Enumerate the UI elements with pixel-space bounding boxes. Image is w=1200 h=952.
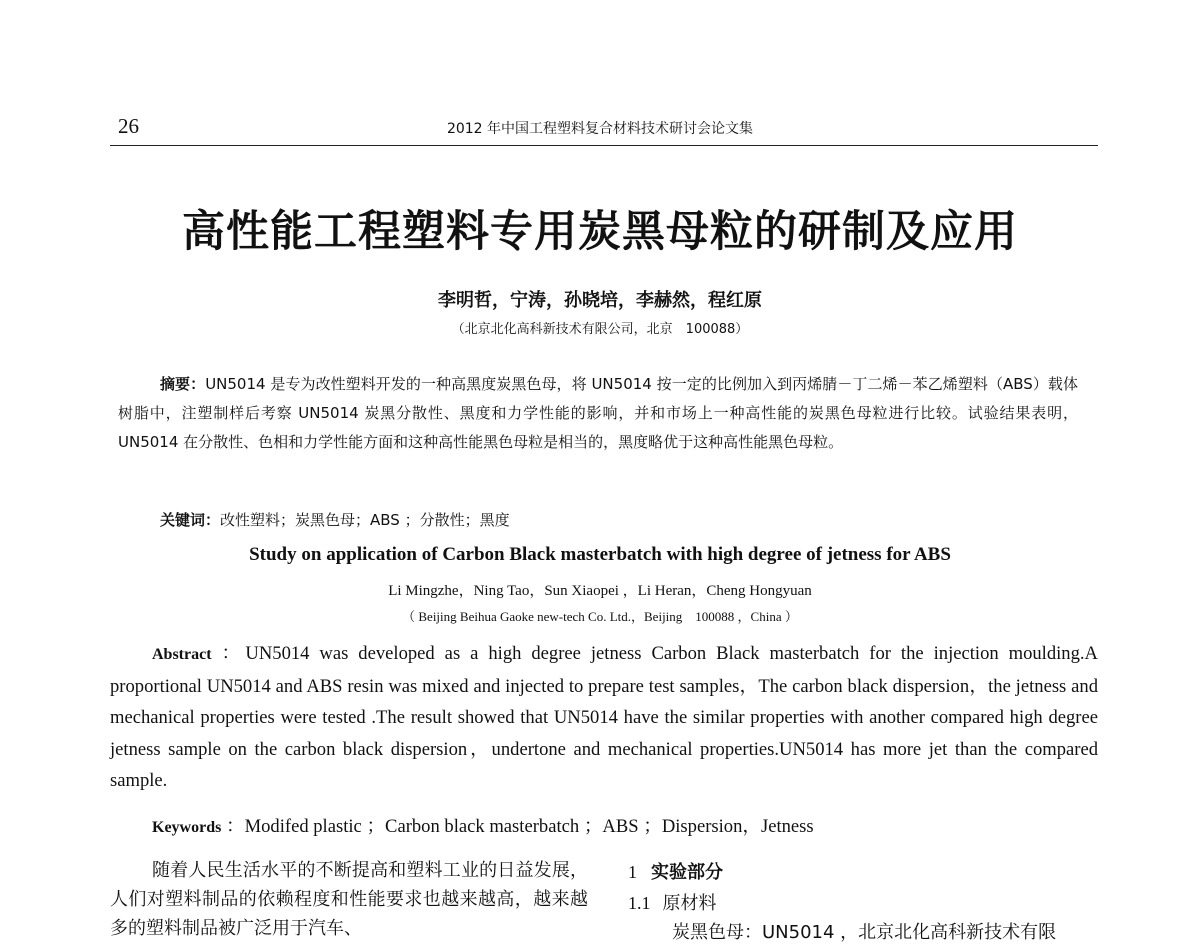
en-title: Study on application of Carbon Black masterbatch with high degree of jetness for ABS [249, 544, 951, 565]
page-number: 26 [118, 114, 139, 138]
en-abstract-label: Abstract [152, 646, 212, 663]
running-title: 2012 年中国工程塑料复合材料技术研讨会论文集 [446, 121, 754, 137]
section-1-title: 实验部分 [651, 862, 723, 883]
cn-abstract [118, 370, 1078, 457]
cn-keywords-label: 关键词： [160, 511, 221, 529]
affiliation: （北京北化高科新技术有限公司，北京 100088） [451, 322, 749, 337]
cn-abstract-label: 摘要： [160, 375, 206, 393]
en-abstract-text: ：UN5014 was developed as a high degree jetness Carbon Black masterbatch for the injection moulding.A proportional UN5014 and ABS resin was mixed and injected to prepare test samples，The carbon black dispersion，the jetness and mechanical properties were tested .The result showed that UN5014 have the similar properties with another compared high degree jetness sample on the carbon black dispersion，undertone and mechanical properties.UN5014 has more jet than the compared sample. [110, 643, 1098, 791]
header-rule [110, 145, 1098, 146]
section-heading-1-1 [628, 889, 717, 915]
en-author-list: Li Mingzhe，Ning Tao，Sun Xiaopei ，Li Heran，Cheng Hongyuan [388, 583, 812, 599]
section-heading-1 [628, 858, 723, 884]
materials-line: 炭黑色母：UN5014 ，北京北化高科新技术有限 [672, 922, 1057, 943]
cn-abstract-text: UN5014 是专为改性塑料开发的一种高黑度炭黑色母，将 UN5014 按一定的比例加入到丙烯腈－丁二烯－苯乙烯塑料（ABS）载体树脂中，注塑制样后考察 UN5014 炭黑分散性、黑度和力学性能的影响，并和市场上一种高性能的炭黑色母粒进行比较。试验结果表明，UN5014 在分散性、色相和力学性能方面和这种高性能黑色母粒是相当的，黑度略优于这种高性能黑色母粒。 [118, 375, 1078, 451]
en-affiliation: （ Beijing Beihua Gaoke new-tech Co. Ltd.，Beijing 100088 ，China ） [402, 609, 798, 624]
section-1-number: 1 [628, 862, 637, 882]
en-keywords-text: ：Modifed plastic ；Carbon black masterbatch ；ABS ；Dispersion，Jetness [225, 816, 814, 837]
cn-keywords [160, 506, 1060, 535]
paper-title: 高性能工程塑料专用炭黑母粒的研制及应用 [182, 207, 1018, 257]
en-keywords-label: Keywords [152, 819, 222, 836]
section-1-1-number: 1.1 [628, 893, 651, 913]
en-keywords [152, 812, 814, 838]
cn-keywords-text: 改性塑料；炭黑色母；ABS ；分散性；黑度 [220, 511, 510, 529]
section-1-1-title: 原材料 [662, 893, 717, 914]
intro-paragraph: 随着人民生活水平的不断提高和塑料工业的日益发展，人们对塑料制品的依赖程度和性能要求也越来越高，越来越多的塑料制品被广泛用于汽车、 [110, 860, 588, 939]
author-list: 李明哲，宁涛，孙晓培，李赫然，程红原 [438, 290, 762, 311]
body-left-column [110, 856, 588, 943]
en-abstract [110, 638, 1098, 797]
